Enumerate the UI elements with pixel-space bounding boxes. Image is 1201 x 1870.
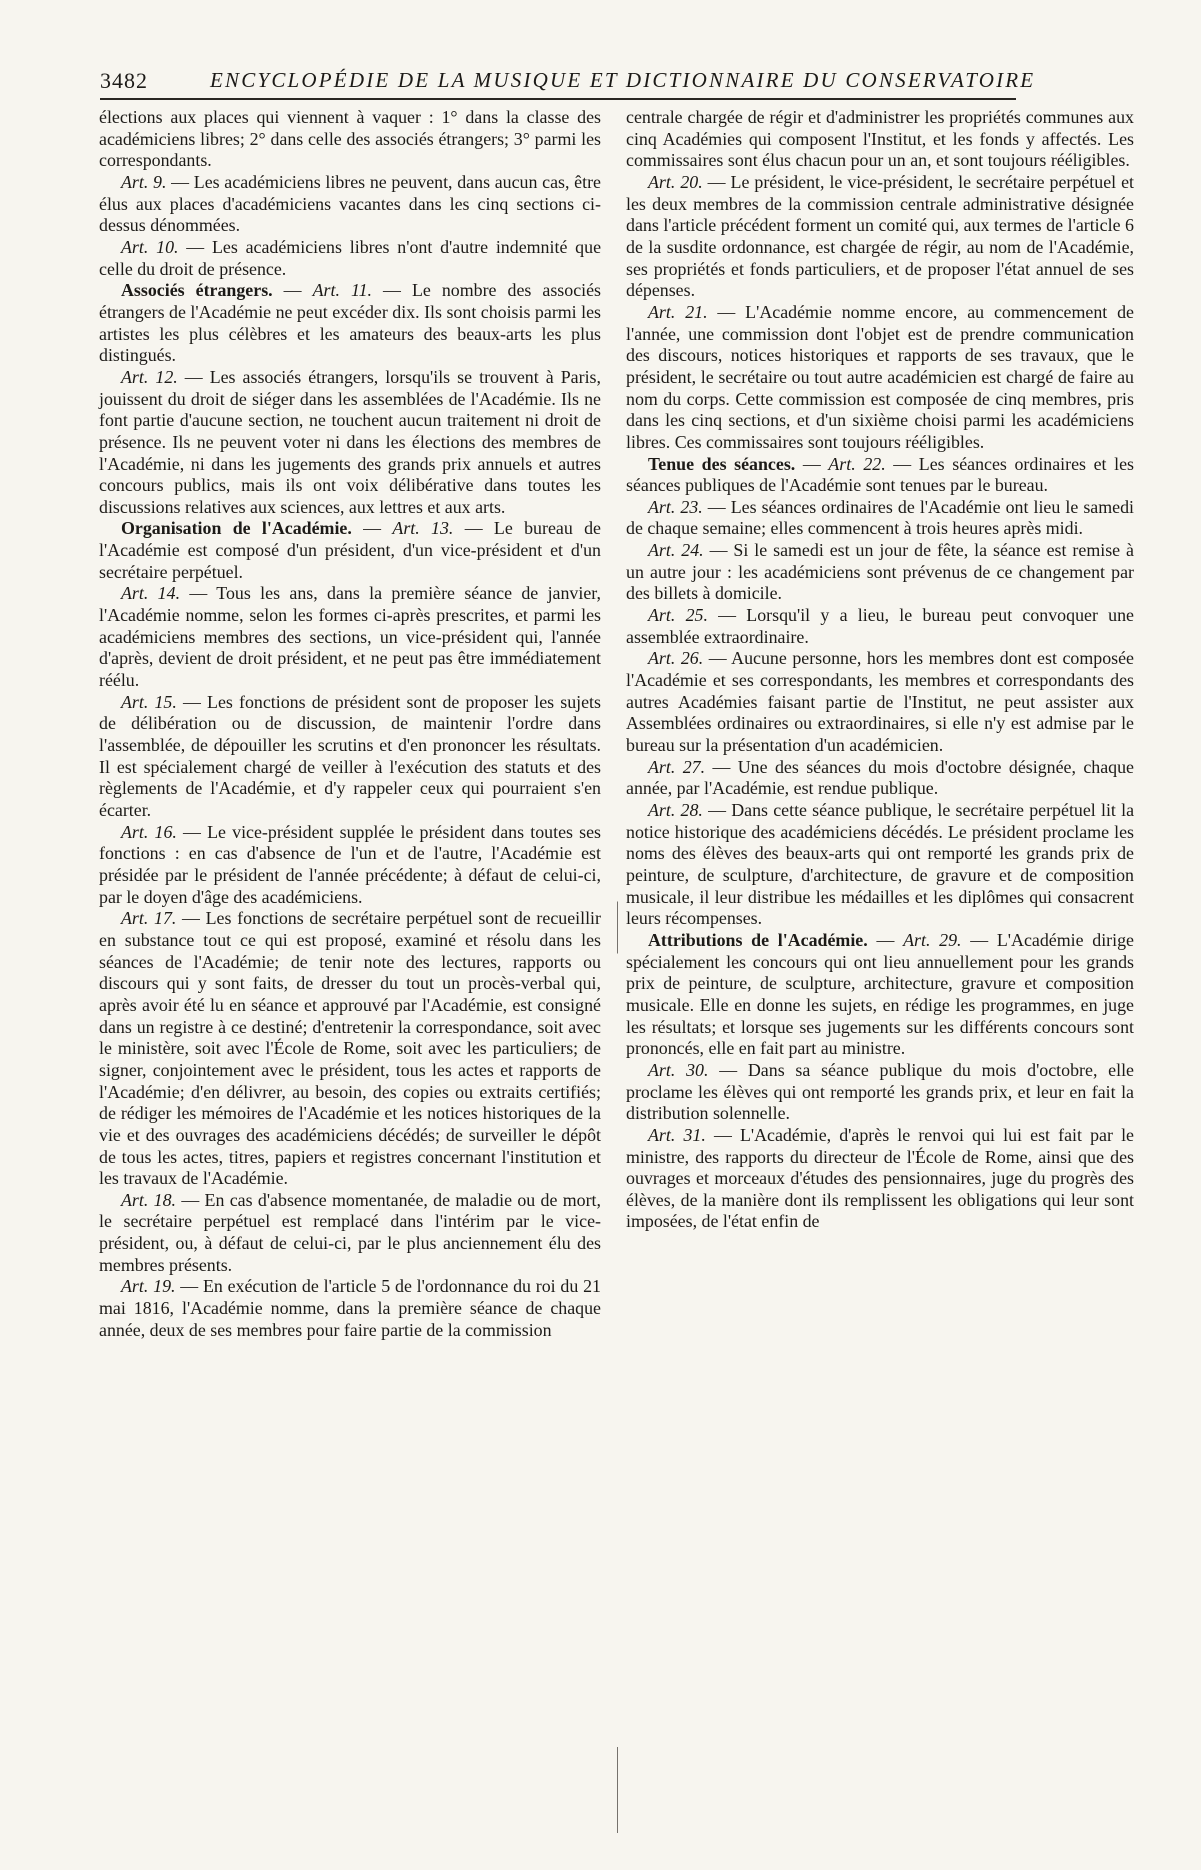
article-paragraph xyxy=(626,1125,1134,1233)
article-number: Art. 10. xyxy=(121,236,179,257)
article-number: Art. 28. xyxy=(648,800,703,820)
article-paragraph xyxy=(626,1060,1134,1125)
article-paragraph xyxy=(99,908,601,1190)
article-text: — Le président, le vice-président, le secrétaire perpétuel et les deux membres de la commission centrale administrative désignée dans l'article précédent forment un comité qui, aux termes de l'article 6 de la susdite ordonnance, est chargée de régir, au nom de l'Académie, ses propriétés et fonds particuliers, et de proposer l'état annuel de ses dépenses. xyxy=(626,171,1134,301)
article-text: — Le bureau de l'Académie est composé d'un président, d'un vice-président et d'un secrétaire perpétuel. xyxy=(99,518,601,582)
article-paragraph xyxy=(626,302,1134,454)
article-paragraph xyxy=(626,172,1134,302)
article-number: Art. 30. xyxy=(648,1059,709,1080)
article-text: — Si le samedi est un jour de fête, la séance est remise à un autre jour : les académiciens sont prévenus de ce changement par des billets à domicile. xyxy=(626,540,1134,604)
article-number: Art. 19. xyxy=(121,1276,176,1297)
article-text: — Lorsqu'il y a lieu, le bureau peut convoquer une assemblée extraordinaire. xyxy=(626,605,1134,647)
article-paragraph xyxy=(626,757,1134,800)
article-paragraph xyxy=(626,497,1134,540)
article-text: — Tous les ans, dans la première séance de janvier, l'Académie nomme, selon les formes ci-après prescrites, et parmi les académiciens membres des sections, un vice-président qui, l'année d'après, devient de droit président, et ne peut pas être immédiatement réélu. xyxy=(99,583,602,691)
running-title: ENCYCLOPÉDIE DE LA MUSIQUE ET DICTIONNAIRE DU CONSERVATOIRE xyxy=(210,68,1036,92)
page-number: 3482 xyxy=(100,68,148,93)
article-text: — Les séances ordinaires de l'Académie ont lieu le samedi de chaque semaine; elles commencent à trois heures après midi. xyxy=(626,496,1134,539)
article-paragraph xyxy=(99,583,601,691)
right-column xyxy=(626,107,1134,1233)
article-number: Art. 25. xyxy=(648,605,708,626)
article-paragraph: Associés étrangers. — Art. 11. — Le nombre des associés étrangers de l'Académie ne peut excéder dix. Ils sont choisis parmi les artistes les plus célèbres et les amateurs des beaux-arts les plus distingués. xyxy=(99,280,602,366)
article-number: Art. 11. xyxy=(312,280,372,301)
article-text: — Les académiciens libres n'ont d'autre indemnité que celle du droit de présence. xyxy=(99,236,602,279)
article-number: Art. 23. xyxy=(648,496,703,517)
article-number: Art. 29. xyxy=(903,929,962,950)
article-text: centrale chargée de régir et d'administrer les propriétés communes aux cinq Académies qui composent l'Institut, et les fonds y affectés. Les commissaires sont élus chacun pour un an, et sont toujours rééligibles. xyxy=(626,107,1134,171)
section-heading: Organisation de l'Académie. xyxy=(121,518,352,539)
article-paragraph xyxy=(99,692,601,822)
running-header xyxy=(100,58,1036,100)
article-paragraph xyxy=(99,172,601,237)
article-paragraph xyxy=(99,107,601,172)
article-number: Art. 31. xyxy=(648,1124,706,1145)
article-text: — Les fonctions de président sont de proposer les sujets de délibération ou de discussion, de maintenir l'ordre dans l'assemblée, de dépouiller les scrutins et d'en prononcer les résultats. Il est spécialement chargé de veiller à l'exécution des statuts et des règlements de l'Académie, et d'y rappeler ceux qui pourraient s'en écarter. xyxy=(99,691,601,820)
left-column xyxy=(99,107,601,1341)
article-paragraph: Tenue des séances. — Art. 22. — Les séances ordinaires et les séances publiques de l'Académie sont tenues par le bureau. xyxy=(626,453,1135,496)
article-paragraph xyxy=(99,1190,601,1277)
article-text: — Le nombre des associés étrangers de l'Académie ne peut excéder dix. Ils sont choisis parmi les artistes les plus célèbres et les amateurs des beaux-arts les plus distingués. xyxy=(99,280,602,366)
article-number: Art. 24. xyxy=(648,540,704,561)
article-paragraph xyxy=(99,1276,601,1341)
article-text: — L'Académie nomme encore, au commencement de l'année, une commission dont l'objet est de prendre communication des discours, notices historiques et rapports de ses travaux, que le président, le secrétaire ou tout autre académicien est chargé de faire au nom du corps. Cette commission est composée de cinq membres, pris dans les cinq sections, et d'un sixième choisi parmi les académiciens libres. Ces commissaires sont toujours rééligibles. xyxy=(626,301,1134,452)
article-number: Art. 9. xyxy=(121,171,167,192)
article-text: — Dans sa séance publique du mois d'octobre, elle proclame les élèves qui ont remporté les grands prix, et leur en fait la distribution solennelle. xyxy=(626,1059,1135,1124)
article-text: — Une des séances du mois d'octobre désignée, chaque année, par l'Académie, est rendue publique. xyxy=(626,756,1135,799)
article-paragraph xyxy=(626,107,1134,172)
article-number: Art. 27. xyxy=(648,756,706,777)
article-text: — En exécution de l'article 5 de l'ordonnance du roi du 21 mai 1816, l'Académie nomme, dans la première séance de chaque année, deux de ses membres pour faire partie de la commission xyxy=(99,1276,601,1340)
article-text: — Dans cette séance publique, le secrétaire perpétuel lit la notice historique des académiciens décédés. Le président proclame les noms des élèves des beaux-arts qui ont remporté les grands prix de peinture, de sculpture, d'architecture, de gravure et de composition musicale, il leur distribue les médailles et les diplômes qui consacrent leurs récompenses. xyxy=(626,800,1135,929)
article-paragraph xyxy=(99,237,601,280)
article-text: — Le vice-président supplée le président dans toutes ses fonctions : en cas d'absence de l'un et de l'autre, l'Académie est présidée par le président de l'année précédente; à défaut de celui-ci, par le doyen d'âge des académiciens. xyxy=(99,821,602,907)
article-text: — Les séances ordinaires et les séances publiques de l'Académie sont tenues par le bureau. xyxy=(626,453,1135,496)
article-paragraph: Attributions de l'Académie. — Art. 29. — L'Académie dirige spécialement les concours qui ont lieu annuellement pour les grands prix de peinture, de sculpture, architecture, gravure et composition musicale. Elle en donne les sujets, en rédige les programmes, en juge les résultats; et lorsque ses jugements sur les différents concours sont prononcés, elle en fait part au ministre. xyxy=(626,929,1134,1059)
article-text: — Aucune personne, hors les membres dont est composée l'Académie et ses correspondants, les membres et correspondants des autres Académies faisant partie de l'Institut, ne peut assister aux Assemblées ordinaires ou extraordinaires, si elle n'y est admise par le bureau sur la présentation d'un académicien. xyxy=(626,648,1134,756)
article-number: Art. 22. xyxy=(828,453,886,474)
article-number: Art. 21. xyxy=(648,301,708,322)
article-number: Art. 16. xyxy=(121,821,177,842)
article-paragraph: Organisation de l'Académie. — Art. 13. — Le bureau de l'Académie est composé d'un président, d'un vice-président et d'un secrétaire perpétuel. xyxy=(99,518,601,582)
article-text: — Les fonctions de secrétaire perpétuel sont de recueillir en substance tout ce qui est proposé, examiné et résolu dans les séances de l'Académie; de tenir note des lectures, rapports ou discours qui y sont faits, de dresser du tout un procès-verbal qui, après avoir été lu en séance et approuvé par l'Académie, est consigné dans un registre à ce destiné; d'entretenir la correspondance, soit avec le ministère, soit avec l'École de Rome, soit avec les particuliers; de signer, conjointement avec le président, tous les actes et rapports de l'Académie; d'en délivrer, au besoin, des copies ou extraits certifiés; de rédiger les mémoires de l'Académie et les notices historiques de la vie et des ouvrages des académiciens décédés; de surveiller le dépôt de tous les actes, titres, papiers et registres concernant l'institution et les travaux de l'Académie. xyxy=(99,908,601,1189)
article-text: — L'Académie, d'après le renvoi qui lui est fait par le ministre, des rapports du directeur de l'École de Rome, ainsi que des ouvrages et morceaux d'études des pensionnaires, juge du progrès des élèves, de la manière dont ils remplissent les obligations qui leur sont imposées, de l'état enfin de xyxy=(626,1124,1134,1232)
article-number: Art. 17. xyxy=(121,908,177,929)
article-text: — Les associés étrangers, lorsqu'ils se trouvent à Paris, jouissent du droit de siéger dans les assemblées de l'Académie. Ils ne font partie d'aucune section, ne touchent aucun traitement ni droit de présence. Ils ne peuvent voter ni dans les élections des membres de l'Académie, ni dans les jugements des grands prix annuels et autres concours publics, mais ils ont voix délibérative dans toutes les discussions relatives aux sciences, aux lettres et aux arts. xyxy=(99,366,601,517)
section-heading: Associés étrangers. xyxy=(121,280,273,301)
article-text: élections aux places qui viennent à vaquer : 1° dans la classe des académiciens libres; 2° dans celle des associés étrangers; 3° parmi les correspondants. xyxy=(99,107,601,171)
article-number: Art. 26. xyxy=(648,648,704,669)
article-number: Art. 13. xyxy=(392,518,454,539)
article-text: — En cas d'absence momentanée, de maladie ou de mort, le secrétaire perpétuel est remplacé dans l'intérim par le vice-président, ou, à défaut de celui-ci, par le plus anciennement élu des membres présents. xyxy=(99,1189,601,1275)
article-number: Art. 12. xyxy=(121,366,178,387)
article-paragraph xyxy=(626,540,1134,605)
section-heading: Tenue des séances. xyxy=(648,453,796,474)
article-number: Art. 15. xyxy=(121,691,177,712)
article-paragraph xyxy=(626,800,1134,930)
column-divider xyxy=(617,108,618,1833)
article-number: Art. 20. xyxy=(648,171,703,192)
article-paragraph xyxy=(626,648,1134,756)
article-paragraph xyxy=(99,367,601,519)
article-paragraph xyxy=(99,822,601,909)
article-number: Art. 14. xyxy=(121,583,181,604)
article-number: Art. 18. xyxy=(121,1189,177,1210)
article-paragraph xyxy=(626,605,1134,648)
section-heading: Attributions de l'Académie. xyxy=(648,929,868,950)
article-text: — L'Académie dirige spécialement les concours qui ont lieu annuellement pour les grands prix de peinture, de sculpture, architecture, gravure et composition musicale. Elle en donne les sujets, en rédige les programmes, en juge les résultats; et lorsque ses jugements sur les différents concours sont prononcés, elle en fait part au ministre. xyxy=(626,929,1134,1059)
article-text: — Les académiciens libres ne peuvent, dans aucun cas, être élus aux places d'académiciens vacantes dans les cinq sections ci-dessus dénommées. xyxy=(99,171,601,236)
